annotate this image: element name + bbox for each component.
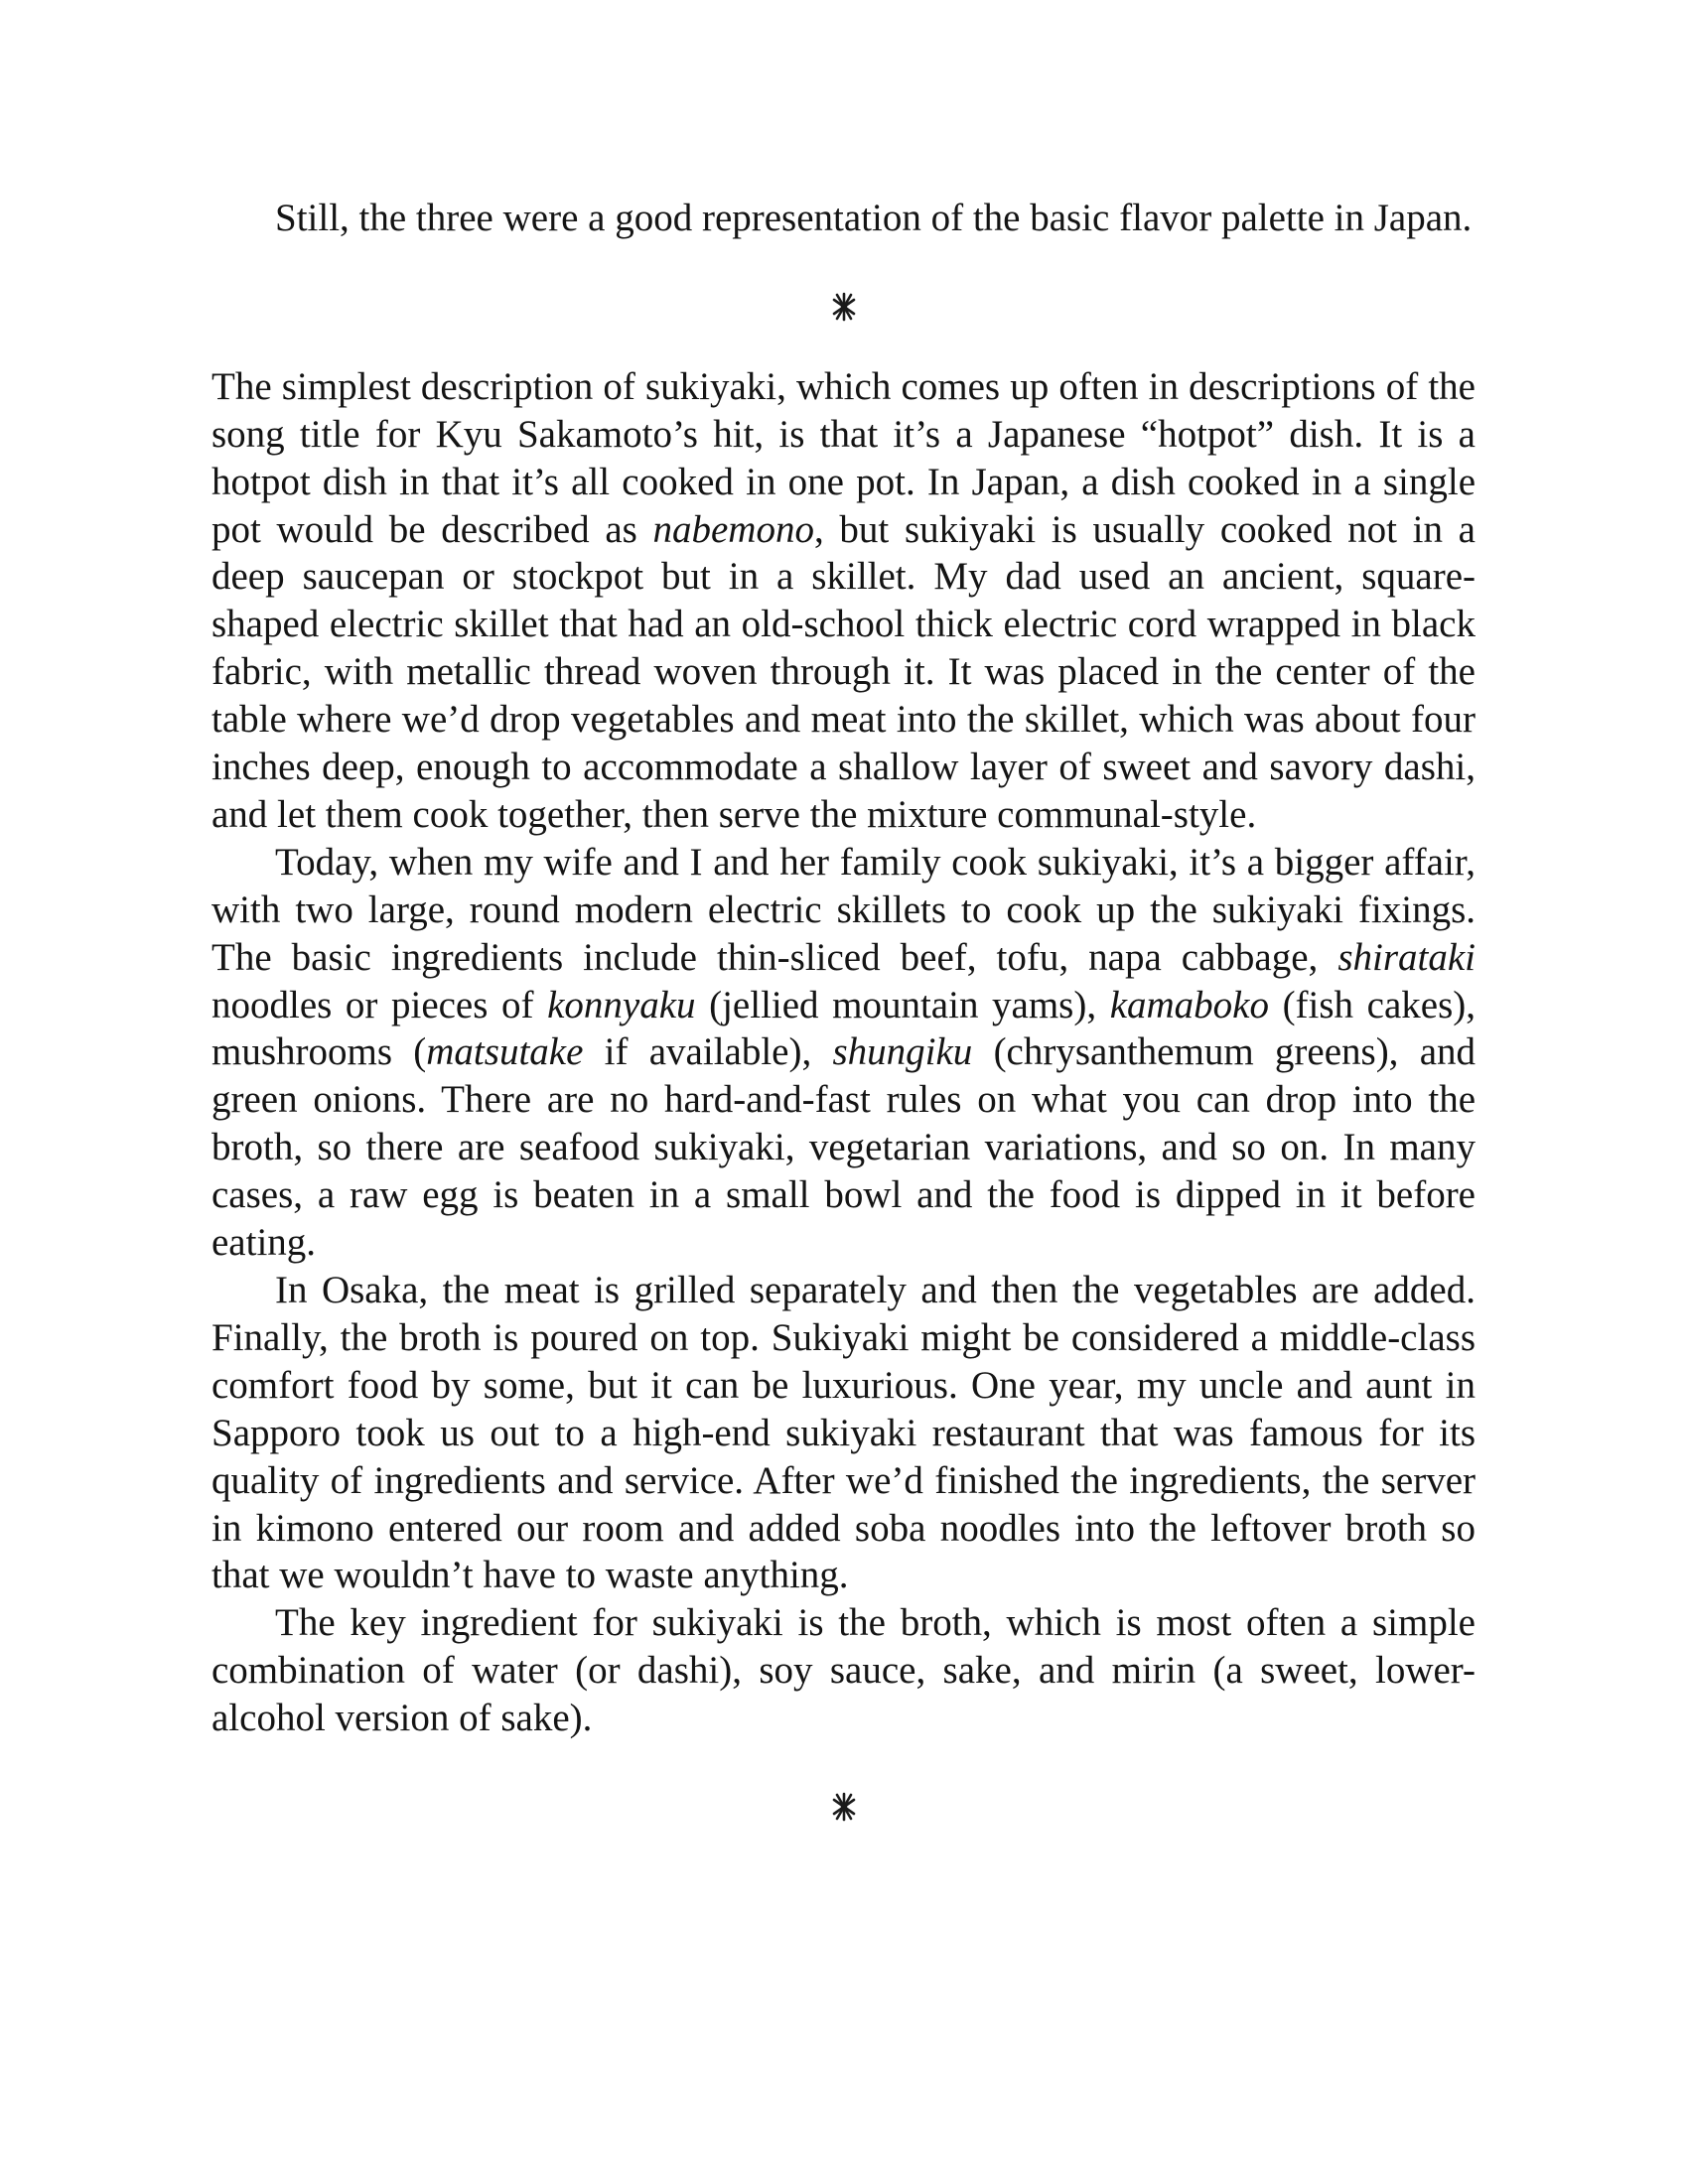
paragraph-2-text-c: , but sukiyaki is usually cooked not in a deep saucepan or stockpot but in a skillet. My dad used an ancient, square-shaped electric skillet that had an old-school thick electric cord wrapped in black fabric, with metallic thread woven through it. It was placed in the center of the table where we’d drop vegetables and meat into the skillet, which was about four inches deep, enough to accommodate a shallow layer of sweet and savory dashi, and let them cook together, then serve the mixture communal-style. [211,507,1476,836]
paragraph-2-italic-nabemono: nabemono [652,507,814,551]
paragraph-3-italic-shungiku: shungiku [832,1030,973,1074]
asterisk-ornament-icon [831,1792,857,1822]
paragraph-3-text-k: (chrysanthemum greens), and green onions. There are no hard-and-fast rules on what you can drop into the broth, so there are seafood sukiyaki, vegetarian variations, and so on. In many cases, a raw egg is beaten in a small bowl and the food is dipped in it before eating. [211,1030,1477,1265]
paragraph-3-italic-konnyaku: konnyaku [547,983,696,1026]
paragraph-3-italic-kamaboko: kamaboko [1109,983,1269,1026]
paragraph-3-text-a: Today, when my wife and I and her family cook sukiyaki, it’s a bigger affair, with two large, round modern electric skillets to cook up the sukiyaki fixings. The basic ingredients include thin-sliced beef, tofu, napa cabbage, [211,840,1476,979]
paragraph-3-text-c: noodles or pieces of [211,983,548,1026]
page-body [211,195,1476,1851]
paragraph-3-text-e: (jellied mountain yams), [695,983,1110,1026]
paragraph-3-italic-shirataki: shirataki [1337,935,1476,979]
paragraph-3-text-g: (fish cakes), mushrooms ( [211,983,1476,1074]
paragraph-3 [211,839,1476,1267]
paragraph-2 [211,363,1476,839]
paragraph-3-italic-matsutake: matsutake [426,1030,584,1074]
paragraph-1: Still, the three were a good representation of the basic flavor palette in Japan. [275,197,1473,239]
section-break-ornament [211,1780,1476,1828]
paragraph-3-text-i: if available), [583,1030,833,1074]
asterisk-ornament-icon [831,292,857,322]
paragraph-5: The key ingredient for sukiyaki is the broth, which is most often a simple combination of water (or dashi), soy sauce, sake, and mirin (a sweet, lower-alcohol version of sake). [211,1601,1476,1740]
section-break-ornament [211,280,1476,328]
paragraph-2-text-a: The simplest description of sukiyaki, which comes up often in descriptions of the song title for Kyu Sakamoto’s hit, is that it’s a Japanese “hotpot” dish. It is a hotpot dish in that it’s all cooked in one pot. In Japan, a dish cooked in a single pot would be described as [211,364,1476,551]
paragraph-4: In Osaka, the meat is grilled separately and then the vegetables are added. Finally, the broth is poured on top. Sukiyaki might be considered a middle-class comfort food by some, but it can be luxurious. One year, my uncle and aunt in Sapporo took us out to a high-end sukiyaki restaurant that was famous for its quality of ingredients and service. After we’d finished the ingredients, the server in kimono entered our room and added soba noodles into the leftover broth so that we wouldn’t have to waste anything. [211,1269,1476,1597]
